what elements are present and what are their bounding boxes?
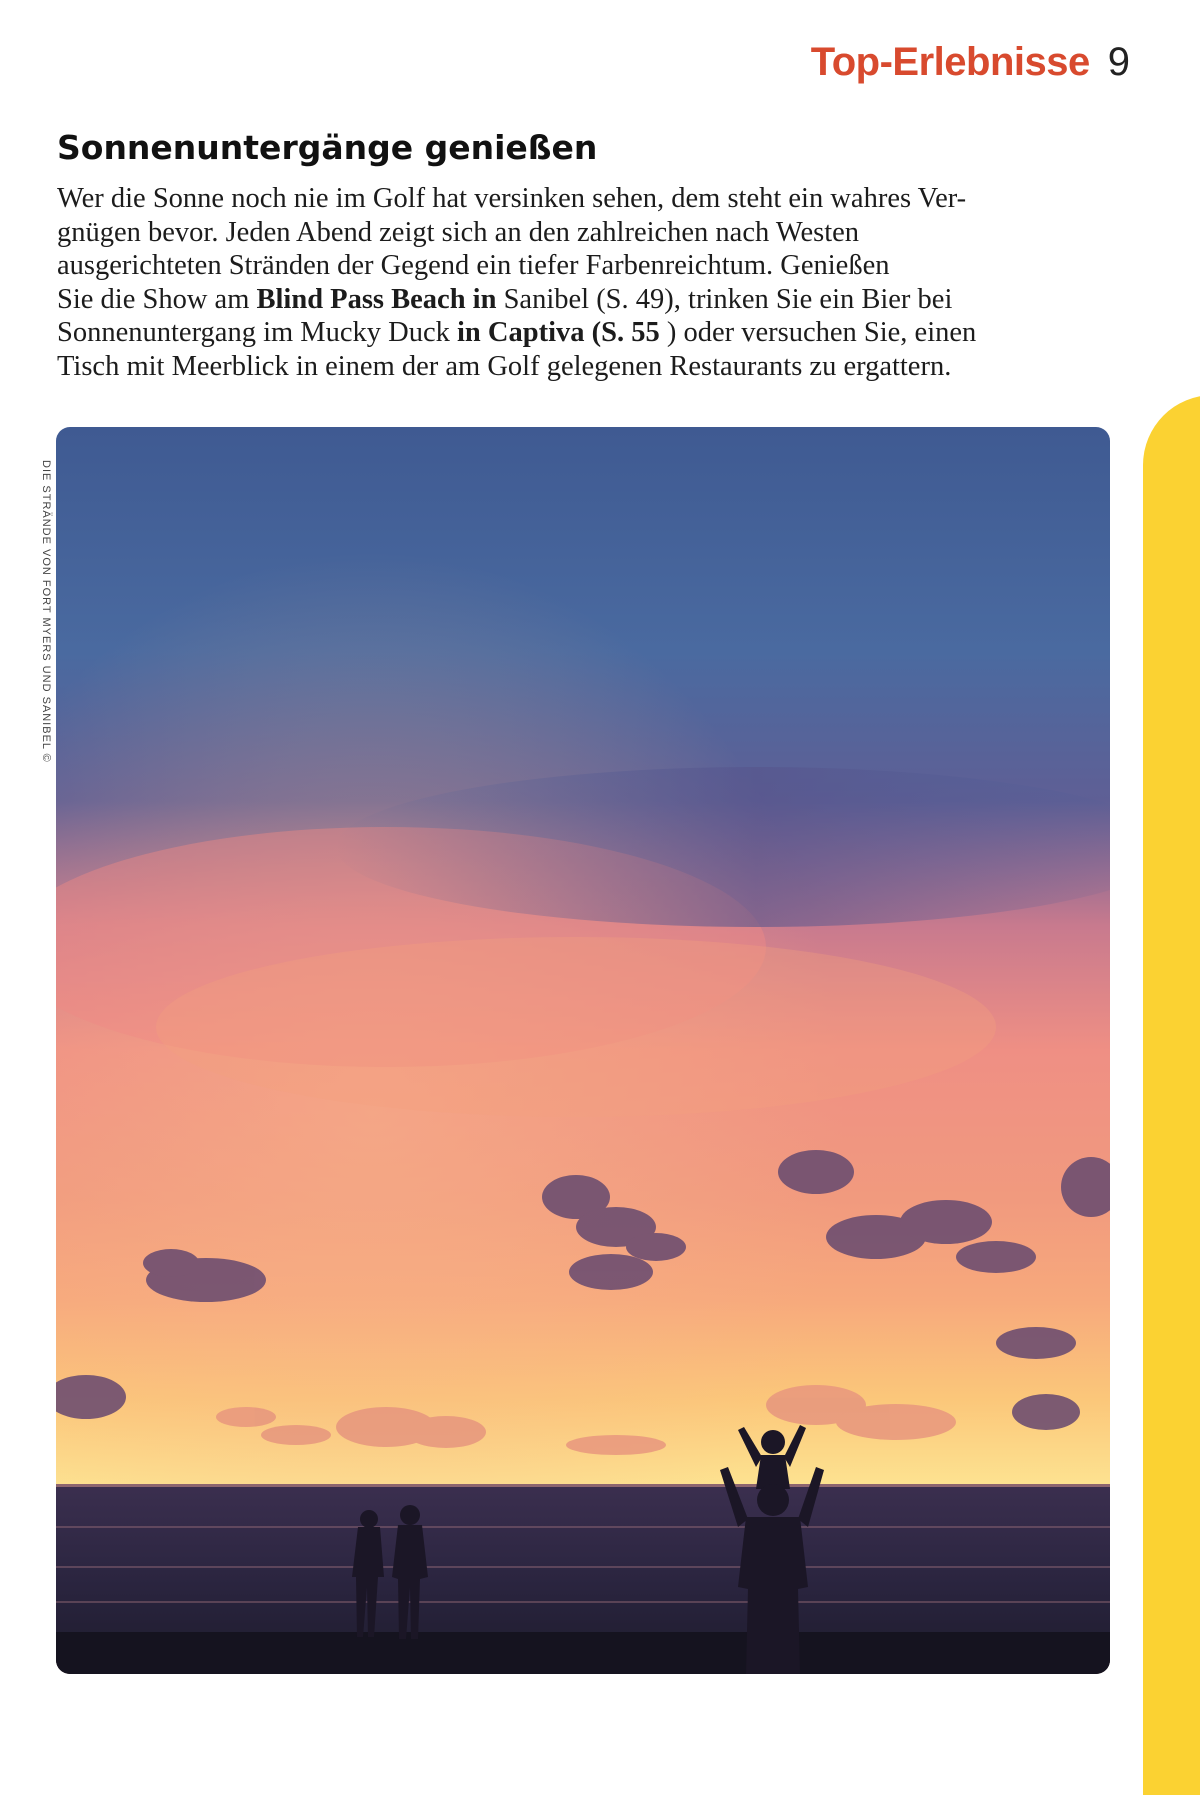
body-run: Tisch mit Meerblick in einem der am Golf gelegenen Restaurants zu ergattern. [57, 350, 952, 382]
body-run: Sonnenuntergang im Mucky Duck [57, 317, 458, 349]
body-line [57, 316, 1117, 350]
body-line [57, 216, 1117, 250]
body-emphasis: Blind Pass Beach in [256, 283, 497, 315]
body-emphasis: in Captiva (S. 55 [457, 317, 660, 349]
side-color-tab [1143, 395, 1200, 1795]
body-run: Sanibel (S. 49), trinken Sie ein Bier bei [496, 283, 953, 315]
body-line [57, 182, 1117, 216]
body-run: ) oder versuchen Sie, einen [659, 317, 977, 349]
body-line [57, 283, 1117, 317]
body-line [57, 249, 1117, 283]
body-run: Sie die Show am [57, 283, 257, 315]
photo-credit: DIE STRÄNDE VON FORT MYERS UND SANIBEL © [40, 460, 52, 763]
body-run: gnügen bevor. Jeden Abend zeigt sich an den zahlreichen nach Westen [57, 216, 860, 248]
sunset-photo [56, 427, 1110, 1674]
page-number: 9 [1107, 40, 1130, 84]
running-head [811, 40, 1130, 85]
body-run: Wer die Sonne noch nie im Golf hat versinken sehen, dem steht ein wahres Ver- [57, 183, 967, 214]
article-body [57, 182, 1117, 384]
body-run: ausgerichteten Stränden der Gegend ein tiefer Farbenreichtum. Genießen [57, 250, 890, 282]
body-line [57, 350, 1117, 384]
section-title: Top-Erlebnisse [810, 40, 1090, 84]
article-heading: Sonnenuntergänge genießen [57, 128, 598, 167]
